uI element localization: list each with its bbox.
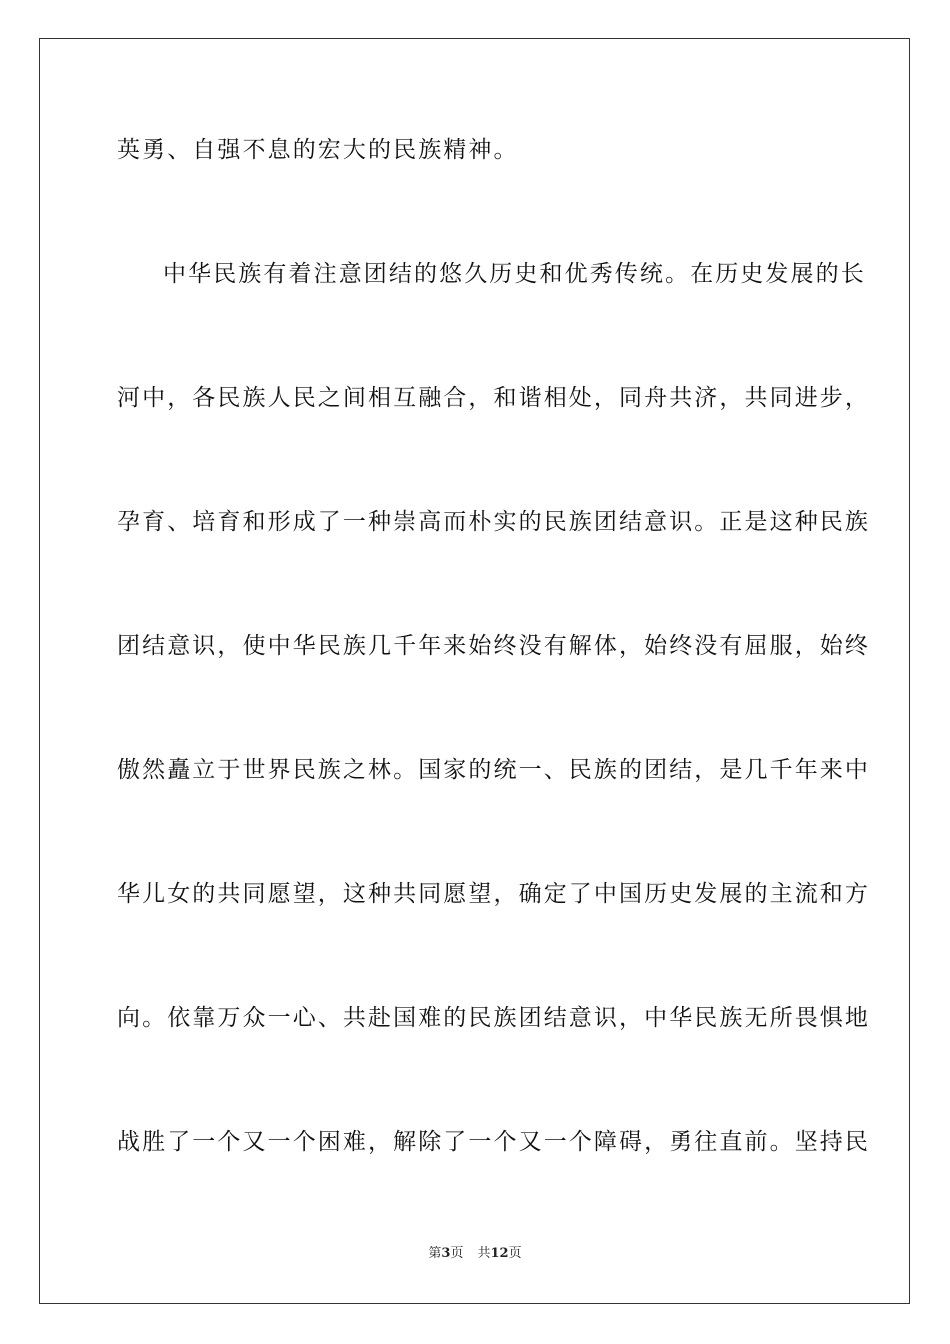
page-border bbox=[39, 38, 910, 1304]
paragraph-line-8: 向。依靠万众一心、共赴国难的民族团结意识，中华民族无所畏惧地 bbox=[117, 1005, 870, 1031]
paragraph-line-9: 战胜了一个又一个困难，解除了一个又一个障碍，勇往直前。坚持民 bbox=[117, 1129, 870, 1155]
page-label-prefix: 第 bbox=[428, 1246, 442, 1261]
total-label-suffix: 页 bbox=[508, 1246, 522, 1261]
paragraph-line-6: 傲然矗立于世界民族之林。国家的统一、民族的团结，是几千年来中 bbox=[117, 757, 870, 783]
paragraph-line-3: 河中，各民族人民之间相互融合，和谐相处，同舟共济，共同进步， bbox=[117, 385, 870, 411]
page-footer bbox=[0, 1245, 950, 1263]
paragraph-line-5: 团结意识，使中华民族几千年来始终没有解体，始终没有屈服，始终 bbox=[117, 633, 870, 659]
paragraph-line-2: 中华民族有着注意团结的悠久历史和优秀传统。在历史发展的长 bbox=[163, 261, 866, 287]
paragraph-line-4: 孕育、培育和形成了一种崇高而朴实的民族团结意识。正是这种民族 bbox=[117, 509, 870, 535]
total-pages-number: 12 bbox=[490, 1246, 509, 1261]
total-label-prefix: 共 bbox=[477, 1246, 491, 1261]
paragraph-line-1: 英勇、自强不息的宏大的民族精神。 bbox=[117, 137, 519, 163]
paragraph-line-7: 华儿女的共同愿望，这种共同愿望，确定了中国历史发展的主流和方 bbox=[117, 881, 870, 907]
current-page-number: 3 bbox=[441, 1246, 451, 1261]
page-label-suffix: 页 bbox=[450, 1246, 464, 1261]
